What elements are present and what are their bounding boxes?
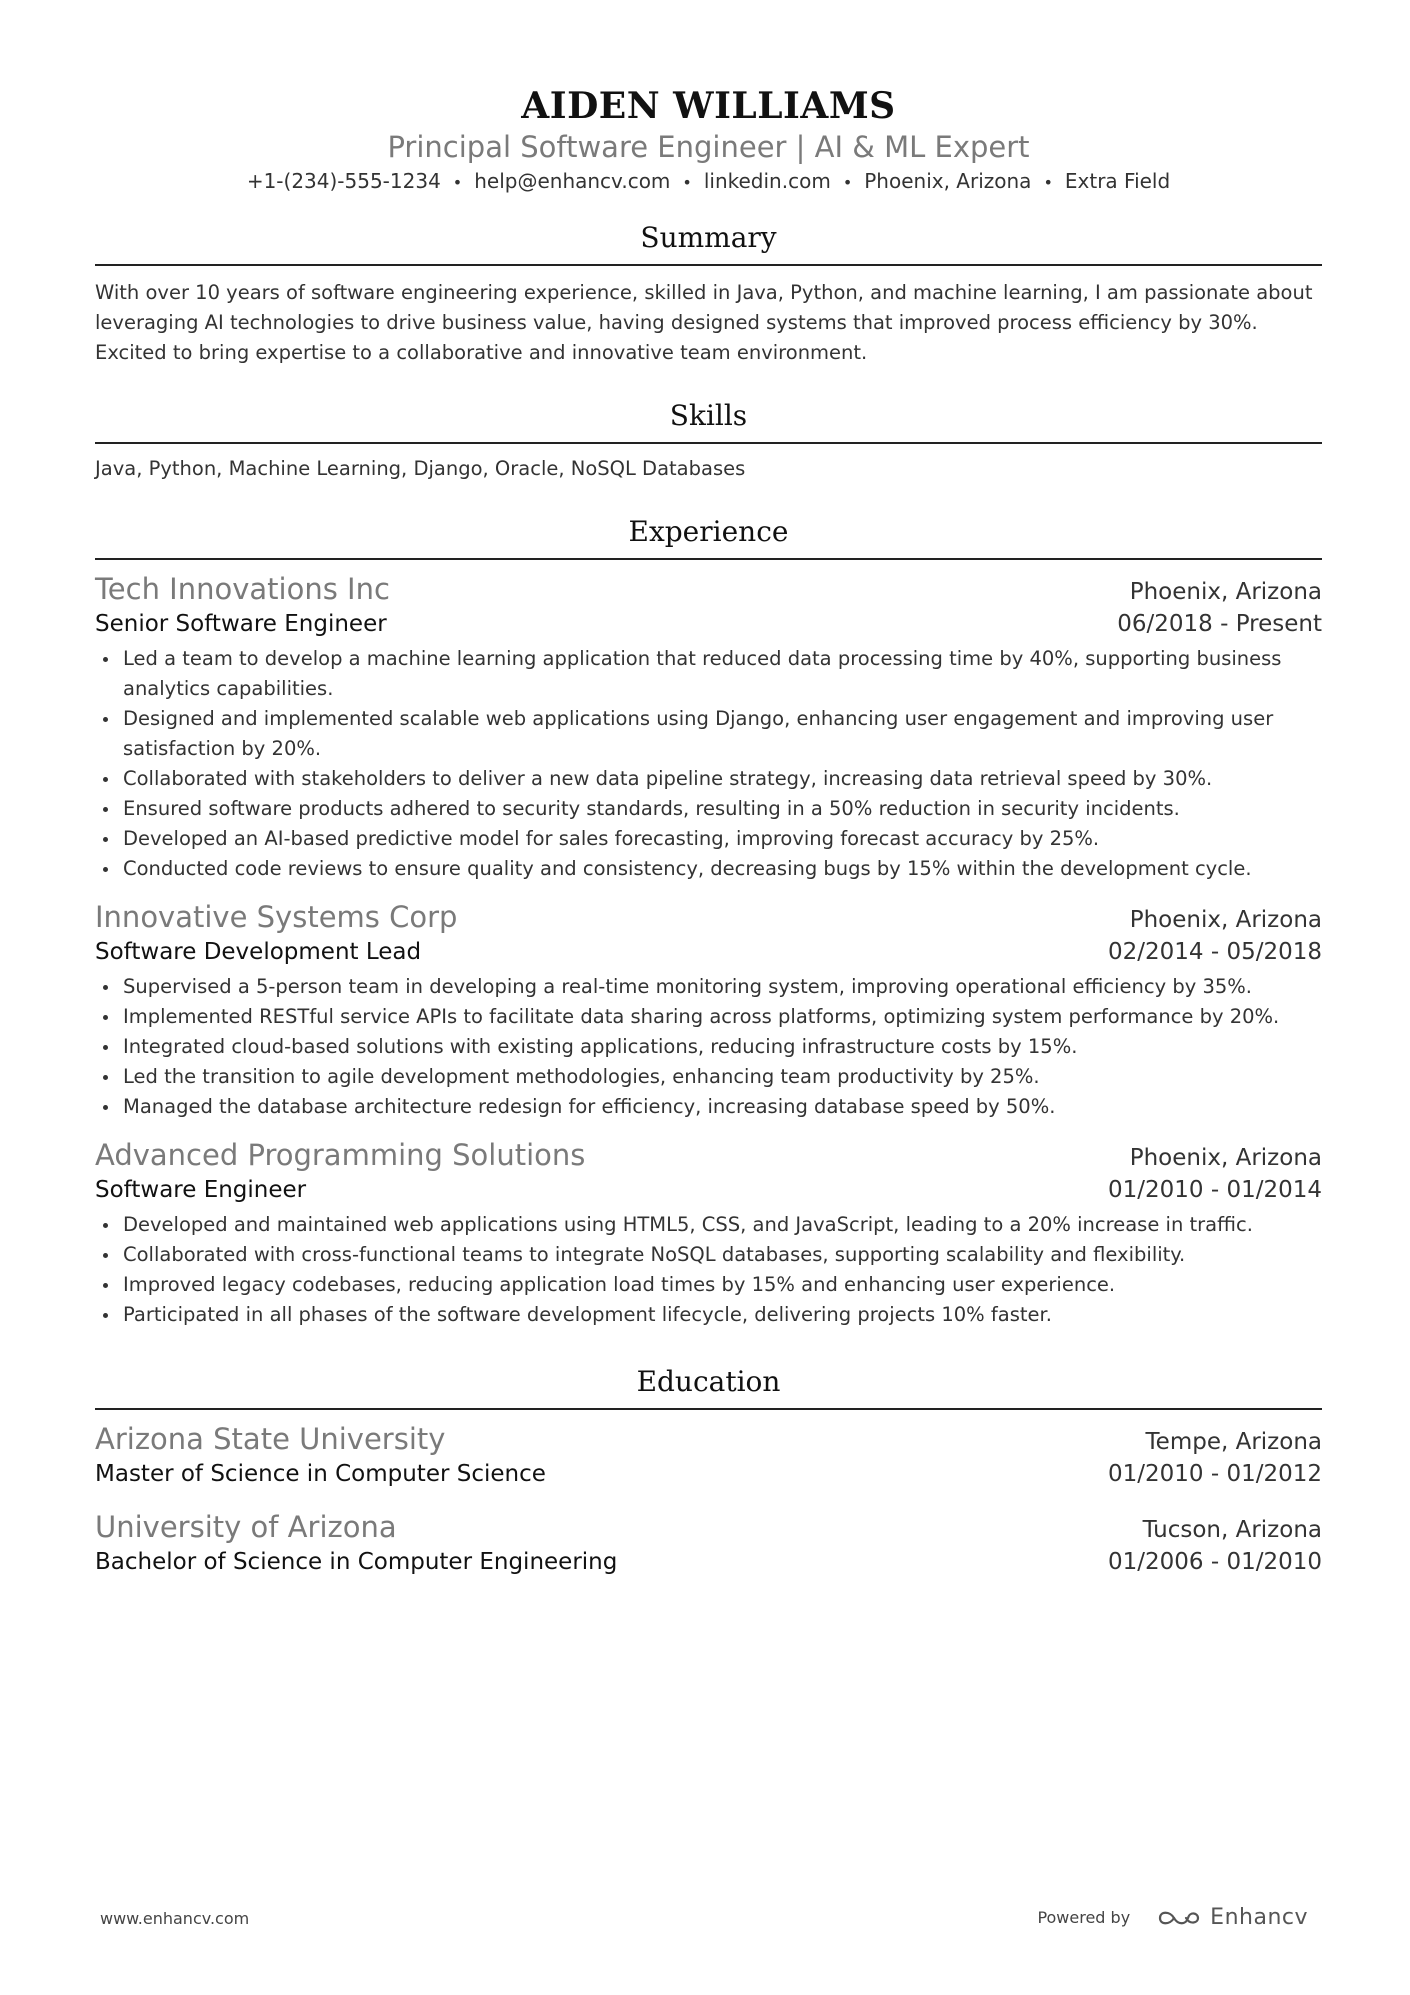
education-location: Tucson, Arizona xyxy=(1142,1517,1322,1543)
bullet-separator-icon: • xyxy=(842,173,853,192)
job-dates: 06/2018 - Present xyxy=(1117,611,1322,637)
skills-section xyxy=(95,398,1322,484)
bullet-separator-icon: • xyxy=(452,173,463,192)
job-company: Innovative Systems Corp xyxy=(95,900,458,934)
section-title-summary: Summary xyxy=(95,220,1322,266)
contact-linkedin: linkedin.com xyxy=(703,169,831,193)
education-location: Tempe, Arizona xyxy=(1145,1429,1322,1455)
enhancv-logo-icon xyxy=(1156,1907,1202,1929)
list-item: Conducted code reviews to ensure quality and consistency, decreasing bugs by 15% within the development cycle. xyxy=(123,854,1322,884)
job-location: Phoenix, Arizona xyxy=(1129,1145,1322,1171)
job-company: Advanced Programming Solutions xyxy=(95,1138,586,1172)
list-item: Developed an AI-based predictive model for sales forecasting, improving forecast accuracy by 25%. xyxy=(123,824,1322,854)
contact-location: Phoenix, Arizona xyxy=(864,169,1032,193)
summary-text: With over 10 years of software engineering experience, skilled in Java, Python, and machine learning, I am passionate about leveraging AI technologies to drive business value, having designed systems that improved process efficiency by 30%. Excited to bring expertise to a collaborative and innovative team environment. xyxy=(95,281,1313,364)
resume-page xyxy=(95,0,1322,1578)
bullet-separator-icon: • xyxy=(682,173,692,192)
education-degree: Master of Science in Computer Science xyxy=(95,1461,546,1487)
enhancv-brand-name: Enhancv xyxy=(1210,1905,1308,1930)
education-dates: 01/2010 - 01/2012 xyxy=(1107,1461,1322,1487)
contact-extra: Extra Field xyxy=(1064,169,1171,193)
list-item: Ensured software products adhered to security standards, resulting in a 50% reduction in security incidents. xyxy=(123,794,1322,824)
education-entry xyxy=(95,1508,1322,1578)
job-location: Phoenix, Arizona xyxy=(1129,579,1322,605)
list-item: Managed the database architecture redesign for efficiency, increasing database speed by 50%. xyxy=(123,1092,1322,1122)
summary-section xyxy=(95,220,1322,368)
enhancv-logo xyxy=(1156,1905,1308,1930)
job-bullets xyxy=(95,972,1322,1122)
job-entry xyxy=(95,898,1322,1122)
education-school: University of Arizona xyxy=(95,1510,397,1544)
section-title-education: Education xyxy=(95,1364,1322,1410)
job-dates: 02/2014 - 05/2018 xyxy=(1107,939,1322,965)
education-section xyxy=(95,1364,1322,1578)
education-dates: 01/2006 - 01/2010 xyxy=(1107,1549,1322,1575)
job-entry xyxy=(95,1136,1322,1330)
education-school: Arizona State University xyxy=(95,1422,446,1456)
list-item: Supervised a 5-person team in developing a real-time monitoring system, improving operational efficiency by 35%. xyxy=(123,972,1322,1002)
list-item: Developed and maintained web applications using HTML5, CSS, and JavaScript, leading to a 20% increase in traffic. xyxy=(123,1210,1322,1240)
candidate-headline: Principal Software Engineer | AI & ML Expert xyxy=(387,130,1030,164)
list-item: Participated in all phases of the software development lifecycle, delivering projects 10% faster. xyxy=(123,1300,1322,1330)
list-item: Improved legacy codebases, reducing application load times by 15% and enhancing user experience. xyxy=(123,1270,1322,1300)
skills-text: Java, Python, Machine Learning, Django, Oracle, NoSQL Databases xyxy=(95,457,746,480)
list-item: Implemented RESTful service APIs to facilitate data sharing across platforms, optimizing system performance by 20%. xyxy=(123,1002,1322,1032)
bullet-separator-icon: • xyxy=(1043,173,1053,192)
list-item: Integrated cloud-based solutions with existing applications, reducing infrastructure costs by 15%. xyxy=(123,1032,1322,1062)
list-item: Led a team to develop a machine learning application that reduced data processing time by 40%, supporting business analytics capabilities. xyxy=(123,644,1322,704)
contact-phone: +1-(234)-555-1234 xyxy=(246,169,441,193)
footer-website-link[interactable]: www.enhancv.com xyxy=(100,1909,250,1928)
job-role: Senior Software Engineer xyxy=(95,611,387,637)
job-role: Software Engineer xyxy=(95,1177,307,1203)
job-company: Tech Innovations Inc xyxy=(95,572,390,606)
experience-section xyxy=(95,514,1322,1330)
list-item: Collaborated with cross-functional teams to integrate NoSQL databases, supporting scalability and flexibility. xyxy=(123,1240,1322,1270)
contact-line xyxy=(95,166,1322,198)
contact-email: help@enhancv.com xyxy=(474,169,671,193)
job-bullets xyxy=(95,1210,1322,1330)
section-title-skills: Skills xyxy=(95,398,1322,444)
education-entry xyxy=(95,1420,1322,1490)
job-bullets xyxy=(95,644,1322,884)
job-dates: 01/2010 - 01/2014 xyxy=(1107,1177,1322,1203)
job-location: Phoenix, Arizona xyxy=(1129,907,1322,933)
page-footer xyxy=(100,1905,1308,1935)
candidate-name: AIDEN WILLIAMS xyxy=(521,85,896,127)
powered-by-label: Powered by xyxy=(1037,1908,1131,1927)
education-degree: Bachelor of Science in Computer Engineering xyxy=(95,1549,618,1575)
section-title-experience: Experience xyxy=(95,514,1322,560)
list-item: Led the transition to agile development methodologies, enhancing team productivity by 25%. xyxy=(123,1062,1322,1092)
footer-brand[interactable] xyxy=(1037,1905,1308,1930)
list-item: Collaborated with stakeholders to deliver a new data pipeline strategy, increasing data retrieval speed by 30%. xyxy=(123,764,1322,794)
job-role: Software Development Lead xyxy=(95,939,422,965)
job-entry xyxy=(95,570,1322,884)
list-item: Designed and implemented scalable web applications using Django, enhancing user engagement and improving user satisfaction by 20%. xyxy=(123,704,1322,764)
